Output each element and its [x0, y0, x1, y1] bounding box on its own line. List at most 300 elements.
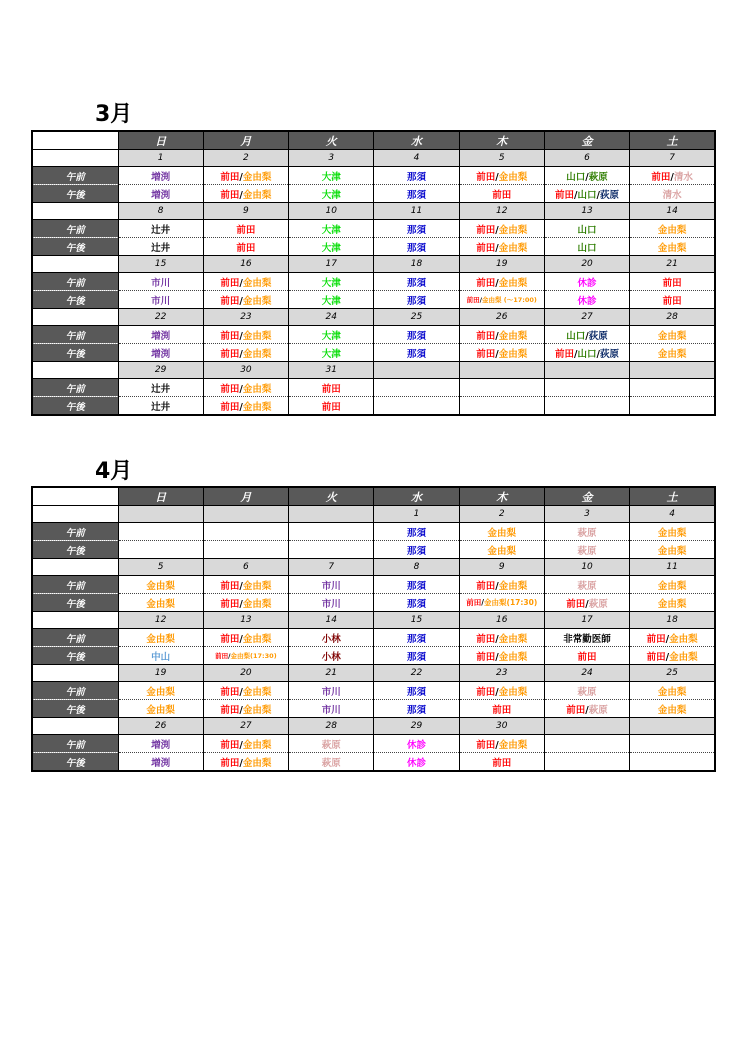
schedule-cell: [118, 523, 203, 541]
doctor-name: 大津: [321, 348, 341, 360]
doctor-name: 前田: [220, 348, 240, 360]
doctor-name: 那須: [406, 686, 426, 698]
doctor-name: 前田: [220, 383, 240, 395]
schedule-cell: [289, 185, 374, 203]
doctor-name: 那須: [406, 224, 426, 236]
doctor-name: 萩原: [577, 686, 597, 698]
doctor-name: 那須: [406, 295, 426, 307]
schedule-cell: [459, 523, 544, 541]
morning-row: [32, 379, 715, 397]
afternoon-label: 午後: [32, 647, 118, 665]
date-cell: 13: [544, 203, 629, 220]
doctor-name: 前田: [220, 171, 240, 183]
schedule-cell: [374, 291, 459, 309]
schedule-cell: [630, 682, 715, 700]
separator: /: [239, 580, 243, 592]
schedule-cell: [203, 344, 288, 362]
schedule-cell: [289, 397, 374, 416]
date-cell: 4: [630, 506, 715, 523]
date-cell: 8: [118, 203, 203, 220]
schedule-cell: [630, 238, 715, 256]
date-cell: 17: [544, 612, 629, 629]
schedule-cell: [459, 397, 544, 416]
separator: /: [495, 330, 499, 342]
schedule-cell: [203, 273, 288, 291]
date-cell: [118, 506, 203, 523]
doctor-name: 那須: [406, 242, 426, 254]
afternoon-label: 午後: [32, 344, 118, 362]
afternoon-row: [32, 594, 715, 612]
date-cell: 4: [374, 150, 459, 167]
date-cell: 12: [118, 612, 203, 629]
date-cell: [203, 506, 288, 523]
date-cell: 25: [630, 665, 715, 682]
separator: /: [665, 651, 670, 663]
schedule-cell: [289, 344, 374, 362]
schedule-cell: [203, 167, 288, 185]
header-corner: [32, 131, 118, 150]
date-row-corner: [32, 718, 118, 735]
date-cell: 2: [459, 506, 544, 523]
separator: /: [239, 295, 243, 307]
doctor-name: 休診: [577, 295, 597, 307]
schedule-cell: [459, 167, 544, 185]
date-cell: 5: [118, 559, 203, 576]
doctor-name: 前田: [321, 401, 341, 413]
doctor-name: 萩原: [321, 739, 341, 751]
date-cell: 26: [118, 718, 203, 735]
weekday-3: 水: [374, 487, 459, 506]
doctor-name: 前田: [476, 651, 496, 663]
schedule-cell: [374, 647, 459, 665]
doctor-name: 前田: [220, 580, 240, 592]
date-row-corner: [32, 612, 118, 629]
doctor-name: 大津: [321, 277, 341, 289]
weekday-6: 土: [630, 487, 715, 506]
schedule-cell: [374, 220, 459, 238]
doctor-name: 前田: [220, 633, 240, 645]
schedule-cell: [374, 185, 459, 203]
header-corner: [32, 487, 118, 506]
schedule-cell: [118, 700, 203, 718]
doctor-name: 増渕: [151, 739, 171, 751]
schedule-cell: [374, 167, 459, 185]
doctor-name: 前田: [476, 580, 496, 592]
doctor-name: 那須: [406, 277, 426, 289]
doctor-name: 前田: [220, 704, 240, 716]
schedule-cell: [289, 220, 374, 238]
schedule-cell: [459, 326, 544, 344]
separator: /: [481, 598, 485, 607]
date-cell: 22: [118, 309, 203, 326]
date-cell: [459, 362, 544, 379]
schedule-cell: [374, 700, 459, 718]
date-cell: 24: [544, 665, 629, 682]
schedule-cell: [630, 344, 715, 362]
date-cell: 12: [459, 203, 544, 220]
doctor-name: 金由梨: [498, 633, 528, 645]
weekday-5: 金: [544, 131, 629, 150]
doctor-name: 前田: [476, 348, 496, 360]
schedule-cell: [118, 326, 203, 344]
doctor-name: 那須: [406, 171, 426, 183]
afternoon-label: 午後: [32, 238, 118, 256]
date-cell: 3: [544, 506, 629, 523]
schedule-cell: [630, 220, 715, 238]
doctor-name: 金由梨: [242, 383, 272, 395]
separator: /: [495, 580, 499, 592]
date-cell: 11: [374, 203, 459, 220]
doctor-name: 山口: [566, 171, 586, 183]
doctor-name: 前田: [476, 171, 496, 183]
schedule-cell: [374, 735, 459, 753]
doctor-name: 前田: [651, 171, 671, 183]
schedule-cell: [630, 735, 715, 753]
doctor-name: 休診: [406, 739, 426, 751]
calendar-march: [31, 130, 716, 416]
doctor-name: 金由梨: [242, 598, 272, 610]
doctor-name: 前田: [476, 224, 496, 236]
afternoon-label: 午後: [32, 291, 118, 309]
doctor-name: 前田: [566, 598, 586, 610]
separator: /: [495, 651, 499, 663]
doctor-name: 市川: [321, 704, 341, 716]
date-cell: [544, 718, 629, 735]
doctor-name: 増渕: [151, 348, 171, 360]
date-cell: 25: [374, 309, 459, 326]
doctor-name: 金由梨: [669, 633, 698, 645]
doctor-name: 那須: [406, 633, 426, 645]
date-cell: 6: [544, 150, 629, 167]
separator: /: [239, 704, 243, 716]
date-cell: 27: [544, 309, 629, 326]
separator: /: [239, 189, 243, 201]
doctor-name: 前田: [476, 633, 496, 645]
doctor-name: 金由梨: [242, 739, 272, 751]
schedule-cell: [289, 167, 374, 185]
doctor-name: 金由梨: [242, 189, 272, 201]
schedule-cell: [544, 326, 629, 344]
date-cell: 29: [374, 718, 459, 735]
schedule-cell: [374, 753, 459, 772]
weekday-0: 日: [118, 131, 203, 150]
date-cell: 30: [203, 362, 288, 379]
separator: /: [239, 171, 243, 183]
separator: /: [239, 739, 243, 751]
doctor-name: 辻井: [151, 383, 171, 395]
doctor-name: 前田: [220, 295, 240, 307]
date-cell: 15: [118, 256, 203, 273]
morning-label: 午前: [32, 220, 118, 238]
doctor-name: 市川: [321, 598, 341, 610]
doctor-name: 市川: [151, 295, 171, 307]
schedule-cell: [289, 753, 374, 772]
schedule-cell: [630, 753, 715, 772]
schedule-cell: [374, 541, 459, 559]
doctor-name: 清水: [673, 171, 693, 183]
date-cell: 29: [118, 362, 203, 379]
date-cell: 3: [289, 150, 374, 167]
morning-label: 午前: [32, 682, 118, 700]
schedule-cell: [203, 238, 288, 256]
schedule-cell: [289, 594, 374, 612]
schedule-cell: [544, 629, 629, 647]
date-cell: 15: [374, 612, 459, 629]
doctor-name: 萩原: [577, 580, 597, 592]
date-cell: [374, 362, 459, 379]
schedule-cell: [289, 682, 374, 700]
schedule-cell: [289, 523, 374, 541]
doctor-name: 金由梨: [230, 652, 251, 660]
weekday-5: 金: [544, 487, 629, 506]
date-cell: [630, 362, 715, 379]
doctor-name: 金由梨: [146, 580, 175, 592]
doctor-name: 金由梨: [487, 527, 517, 539]
separator: /: [239, 757, 243, 769]
doctor-name: 金由梨: [498, 348, 528, 360]
separator: /: [574, 189, 578, 201]
morning-label: 午前: [32, 576, 118, 594]
afternoon-row: [32, 238, 715, 256]
separator: /: [239, 277, 243, 289]
date-cell: 23: [459, 665, 544, 682]
separator: /: [495, 633, 499, 645]
doctor-name: 増渕: [151, 757, 171, 769]
schedule-cell: [118, 220, 203, 238]
date-row: [32, 665, 715, 682]
date-cell: 19: [118, 665, 203, 682]
afternoon-row: [32, 753, 715, 772]
doctor-name: 前田: [220, 739, 240, 751]
schedule-cell: [289, 291, 374, 309]
morning-row: [32, 629, 715, 647]
doctor-name: 大津: [321, 330, 341, 342]
separator: /: [239, 383, 243, 395]
schedule-cell: [374, 326, 459, 344]
separator: /: [670, 171, 674, 183]
schedule-cell: [544, 523, 629, 541]
date-cell: 27: [203, 718, 288, 735]
schedule-cell: [544, 541, 629, 559]
date-row-corner: [32, 559, 118, 576]
schedule-cell: [630, 647, 715, 665]
date-row: [32, 612, 715, 629]
morning-label: 午前: [32, 523, 118, 541]
schedule-cell: [459, 576, 544, 594]
doctor-name: 前田: [476, 686, 496, 698]
schedule-cell: [203, 576, 288, 594]
doctor-name: 金由梨: [498, 224, 528, 236]
schedule-cell: [544, 273, 629, 291]
doctor-name: 中山: [151, 651, 171, 663]
doctor-name: 金由梨: [242, 171, 272, 183]
schedule-cell: [459, 647, 544, 665]
doctor-name: 前田: [476, 330, 496, 342]
schedule-cell: [289, 379, 374, 397]
morning-row: [32, 273, 715, 291]
schedule-cell: [203, 594, 288, 612]
date-cell: 18: [630, 612, 715, 629]
doctor-name: 前田: [236, 242, 256, 254]
doctor-name: 前田: [555, 189, 575, 201]
weekday-2: 火: [289, 487, 374, 506]
schedule-cell: [289, 576, 374, 594]
doctor-name: 萩原: [577, 527, 597, 539]
date-cell: 21: [630, 256, 715, 273]
morning-row: [32, 735, 715, 753]
doctor-name: 市川: [151, 277, 171, 289]
separator: /: [495, 277, 499, 289]
doctor-name: 金由梨: [498, 739, 528, 751]
morning-label: 午前: [32, 326, 118, 344]
date-row-corner: [32, 256, 118, 273]
date-row: [32, 150, 715, 167]
doctor-name: 那須: [406, 580, 426, 592]
date-cell: 14: [630, 203, 715, 220]
schedule-cell: [374, 273, 459, 291]
doctor-name: 増渕: [151, 171, 171, 183]
date-cell: 9: [203, 203, 288, 220]
schedule-cell: [203, 629, 288, 647]
schedule-cell: [289, 629, 374, 647]
separator: /: [239, 633, 243, 645]
weekday-4: 木: [459, 487, 544, 506]
weekday-header-row: [32, 487, 715, 506]
schedule-cell: [544, 647, 629, 665]
schedule-cell: [289, 647, 374, 665]
schedule-cell: [459, 629, 544, 647]
date-cell: 10: [544, 559, 629, 576]
schedule-cell: [374, 682, 459, 700]
doctor-name: 金由梨: [657, 224, 687, 236]
doctor-name: (〜17:00): [501, 296, 537, 304]
doctor-name: 荻原: [588, 330, 608, 342]
schedule-cell: [289, 541, 374, 559]
doctor-name: 金由梨: [498, 686, 528, 698]
separator: /: [585, 171, 589, 183]
doctor-name: 大津: [321, 242, 341, 254]
schedule-cell: [203, 523, 288, 541]
date-cell: 20: [544, 256, 629, 273]
doctor-name: 金由梨: [657, 348, 687, 360]
date-row: [32, 506, 715, 523]
schedule-cell: [630, 576, 715, 594]
afternoon-label: 午後: [32, 541, 118, 559]
doctor-name: 金由梨: [498, 242, 528, 254]
date-row: [32, 203, 715, 220]
afternoon-label: 午後: [32, 594, 118, 612]
afternoon-label: 午後: [32, 397, 118, 416]
doctor-name: 金由梨: [242, 330, 272, 342]
date-cell: 7: [630, 150, 715, 167]
schedule-cell: [374, 576, 459, 594]
doctor-name: 金由梨: [146, 704, 175, 716]
schedule-cell: [544, 682, 629, 700]
doctor-name: 休診: [406, 757, 426, 769]
separator: /: [239, 348, 243, 360]
morning-row: [32, 167, 715, 185]
morning-row: [32, 576, 715, 594]
doctor-name: 前田: [321, 383, 341, 395]
schedule-cell: [118, 273, 203, 291]
doctor-name: 山口: [577, 242, 597, 254]
schedule-cell: [544, 594, 629, 612]
separator: /: [239, 686, 243, 698]
doctor-name: 金由梨: [487, 545, 517, 557]
schedule-cell: [374, 594, 459, 612]
schedule-cell: [544, 291, 629, 309]
schedule-cell: [544, 700, 629, 718]
weekday-0: 日: [118, 487, 203, 506]
date-cell: 17: [289, 256, 374, 273]
schedule-cell: [374, 629, 459, 647]
calendar-april: [31, 486, 716, 772]
doctor-name: 非常勤医師: [563, 633, 611, 645]
schedule-cell: [459, 594, 544, 612]
date-cell: [630, 718, 715, 735]
date-cell: 2: [203, 150, 288, 167]
separator: /: [495, 171, 499, 183]
schedule-cell: [544, 576, 629, 594]
schedule-cell: [630, 185, 715, 203]
date-cell: 16: [203, 256, 288, 273]
doctor-name: 前田: [476, 739, 496, 751]
doctor-name: 山口: [577, 189, 597, 201]
schedule-cell: [459, 185, 544, 203]
doctor-name: 金由梨: [657, 330, 687, 342]
schedule-cell: [203, 185, 288, 203]
doctor-name: 金由梨: [498, 330, 528, 342]
date-cell: 19: [459, 256, 544, 273]
doctor-name: 小林: [321, 651, 341, 663]
separator: /: [239, 401, 243, 413]
doctor-name: (17:30): [506, 598, 538, 607]
weekday-6: 土: [630, 131, 715, 150]
doctor-name: 前田: [220, 401, 240, 413]
schedule-cell: [544, 397, 629, 416]
schedule-cell: [289, 273, 374, 291]
doctor-name: 前田: [220, 686, 240, 698]
doctor-name: 那須: [406, 704, 426, 716]
schedule-cell: [118, 167, 203, 185]
doctor-name: 金由梨: [482, 296, 502, 304]
date-cell: 1: [374, 506, 459, 523]
doctor-name: 萩原: [588, 598, 608, 610]
schedule-cell: [459, 344, 544, 362]
afternoon-row: [32, 541, 715, 559]
date-cell: 14: [289, 612, 374, 629]
date-cell: [544, 362, 629, 379]
schedule-cell: [289, 238, 374, 256]
schedule-cell: [459, 291, 544, 309]
date-cell: 13: [203, 612, 288, 629]
doctor-name: 前田: [476, 277, 496, 289]
separator: /: [495, 739, 499, 751]
doctor-name: 市川: [321, 686, 341, 698]
schedule-cell: [118, 647, 203, 665]
doctor-name: 山口: [566, 330, 586, 342]
schedule-cell: [630, 700, 715, 718]
doctor-name: 那須: [406, 348, 426, 360]
doctor-name: 前田: [476, 242, 496, 254]
doctor-name: 前田: [662, 295, 682, 307]
schedule-cell: [289, 735, 374, 753]
month-title-april: 4月: [95, 459, 133, 484]
schedule-cell: [630, 523, 715, 541]
date-cell: 28: [289, 718, 374, 735]
date-row-corner: [32, 506, 118, 523]
date-row-corner: [32, 309, 118, 326]
